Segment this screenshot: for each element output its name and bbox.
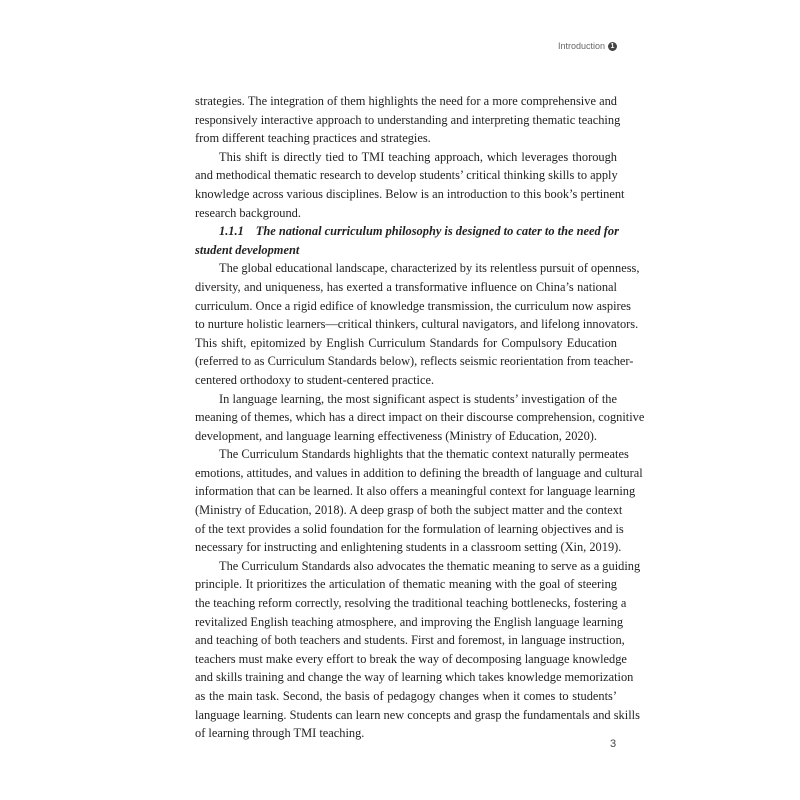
section-heading-line-1: The national curriculum philosophy is designed to cater to the need for — [255, 224, 619, 239]
section-number: 1.1.1 — [219, 224, 244, 239]
text-line: (Ministry of Education, 2018). A deep grasp of both the subject matter and the context — [195, 503, 623, 518]
text-line: meaning of themes, which has a direct impact on their discourse comprehension, cognitive — [195, 410, 645, 425]
text-line: knowledge across various disciplines. Below is an introduction to this book’s pertinent — [195, 186, 625, 201]
section-paragraphs — [195, 259, 645, 742]
paragraph — [195, 259, 640, 389]
chapter-number-badge: 1 — [608, 42, 617, 51]
text-line: and skills training and change the way of learning which takes knowledge memorization — [195, 670, 634, 685]
text-line: and teaching of both teachers and students. First and foremost, in language instruction, — [195, 633, 625, 648]
paragraph — [195, 148, 625, 222]
running-header — [558, 41, 617, 51]
text-line: research background. — [195, 205, 301, 220]
page-number: 3 — [610, 738, 617, 750]
text-line: strategies. The integration of them highlights the need for a more comprehensive and — [195, 94, 617, 108]
text-line: diversity, and uniqueness, has exerted a transformative influence on China’s national — [195, 279, 617, 294]
text-line: This shift, epitomized by English Curriculum Standards for Compulsory Education — [195, 335, 617, 350]
paragraph — [195, 557, 641, 743]
text-line: The Curriculum Standards also advocates the thematic meaning to serve as a guiding — [219, 558, 641, 573]
text-line: revitalized English teaching atmosphere, and improving the English language learning — [195, 614, 624, 629]
text-line: language learning. Students can learn new concepts and grasp the fundamentals and skills — [195, 707, 640, 722]
text-line: of the text provides a solid foundation for the formulation of learning objectives and is — [195, 521, 624, 536]
text-line: This shift is directly tied to TMI teaching approach, which leverages thorough — [219, 149, 617, 164]
text-line: centered orthodoxy to student-centered practice. — [195, 372, 435, 387]
section-title: Introduction — [557, 41, 605, 51]
text-line: The Curriculum Standards highlights that the thematic context naturally permeates — [219, 447, 629, 462]
paragraph — [195, 445, 643, 557]
page-body — [195, 92, 645, 743]
text-line: to nurture holistic learners—critical thinkers, cultural navigators, and lifelong innovators. — [195, 317, 639, 332]
text-line: the teaching reform correctly, resolving the traditional teaching bottlenecks, fostering a — [195, 596, 627, 611]
text-line: principle. It prioritizes the articulation of thematic meaning with the goal of steering — [195, 577, 617, 592]
text-line: from different teaching practices and strategies. — [195, 131, 431, 146]
paragraph — [195, 390, 645, 446]
text-line: responsively interactive approach to understanding and interpreting thematic teaching — [195, 112, 621, 127]
section-heading — [195, 222, 617, 259]
text-line: In language learning, the most significant aspect is students’ investigation of the — [219, 391, 617, 406]
text-line: information that can be learned. It also offers a meaningful context for language learning — [195, 484, 636, 499]
intro-paragraphs — [195, 92, 625, 222]
text-line: necessary for instructing and enlightening students in a classroom setting (Xin, 2019). — [195, 540, 622, 555]
text-line: development, and language learning effectiveness (Ministry of Education, 2020). — [195, 428, 597, 443]
section-heading-line-2: student development — [195, 242, 300, 257]
text-line: emotions, attitudes, and values in addition to defining the breadth of language and cultural — [195, 465, 643, 480]
text-line: (referred to as Curriculum Standards below), reflects seismic reorientation from teacher- — [195, 354, 634, 369]
text-line: as the main task. Second, the basis of pedagogy changes when it comes to students’ — [195, 689, 617, 703]
text-line: and methodical thematic research to develop students’ critical thinking skills to apply — [195, 168, 618, 183]
text-line: The global educational landscape, characterized by its relentless pursuit of openness, — [219, 261, 640, 276]
text-line: of learning through TMI teaching. — [195, 726, 365, 741]
paragraph — [195, 92, 621, 148]
text-line: teachers must make every effort to break the way of decomposing language knowledge — [195, 651, 627, 666]
text-line: curriculum. Once a rigid edifice of knowledge transmission, the curriculum now aspires — [195, 298, 631, 313]
